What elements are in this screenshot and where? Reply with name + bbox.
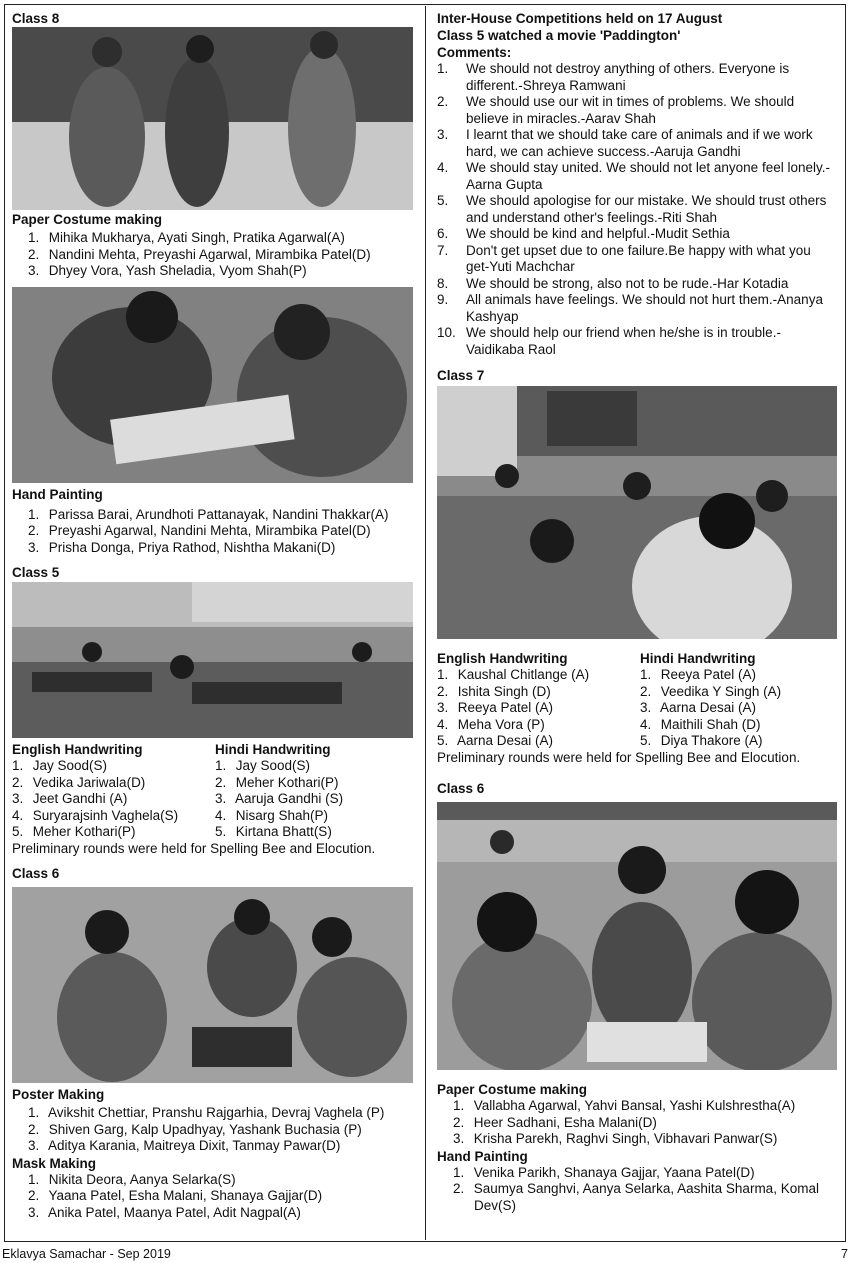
list-item: 1. Mihika Mukharya, Ayati Singh, Pratika Agarwal(A) (28, 230, 345, 245)
list-item: 3. Aaruja Gandhi (S) (215, 791, 344, 806)
list-item: 3. Reeya Patel (A) (437, 700, 554, 715)
list-item: 5. Kirtana Bhatt(S) (215, 824, 332, 839)
photo-class5-handwriting (12, 582, 413, 738)
list-item: 8. We should be strong, also not to be rude.-Har Kotadia (437, 275, 789, 291)
list-item: 2. Saumya Sanghvi, Aanya Selarka, Aashita Sharma, Komal Dev(S) (453, 1181, 819, 1213)
class6-heading: Class 6 (12, 866, 60, 881)
list-item: 6. We should be kind and helpful.-Mudit Sethia (437, 226, 730, 241)
hand-painting-list (437, 1165, 837, 1215)
list-item: 10. We should help our friend when he/she is in trouble.-Vaidikaba Raol (437, 325, 781, 357)
class5-results (12, 741, 414, 841)
paper-costume-list (437, 1098, 837, 1148)
english-handwriting-heading: English Handwriting (12, 742, 143, 757)
list-item: 2. Preyashi Agarwal, Nandini Mehta, Mirambika Patel(D) (28, 523, 371, 538)
photo-paper-costume-class8 (12, 27, 413, 210)
list-item: 1. Avikshit Chettiar, Pranshu Rajgarhia, Devraj Vaghela (P) (28, 1105, 385, 1120)
list-item: 3. Aarna Desai (A) (640, 700, 757, 715)
hindi-handwriting-list (640, 667, 837, 750)
poster-making-heading: Poster Making (12, 1087, 105, 1102)
page-footer (2, 1246, 848, 1263)
list-item: 1. Jay Sood(S) (12, 758, 108, 773)
list-item: 2. Shiven Garg, Kalp Upadhyay, Yashank Buchasia (P) (28, 1121, 362, 1137)
comments-heading: Comments: (437, 45, 512, 60)
list-item: 3. Krisha Parekh, Raghvi Singh, Vibhavari Panwar(S) (453, 1131, 778, 1146)
english-handwriting-list (12, 758, 215, 841)
comments-list (437, 61, 837, 358)
mask-making-heading: Mask Making (12, 1155, 97, 1171)
hand-painting-heading: Hand Painting (437, 1148, 528, 1164)
list-item: 3. Jeet Gandhi (A) (12, 791, 128, 806)
list-item: 1. We should not destroy anything of others. Everyone is different.-Shreya Ramwani (437, 61, 790, 93)
list-item: 2. Heer Sadhani, Esha Malani(D) (453, 1114, 657, 1130)
photo-class7-handwriting (437, 386, 837, 639)
english-handwriting-heading: English Handwriting (437, 651, 568, 666)
list-item: 4. Suryarajsinh Vaghela(S) (12, 807, 179, 823)
class7-hindi-block (640, 650, 837, 750)
english-handwriting-list (437, 667, 640, 750)
class6-heading: Class 6 (437, 781, 485, 796)
hindi-handwriting-heading: Hindi Handwriting (215, 742, 331, 757)
list-item: 7. Don't get upset due to one failure.Be happy with what you get-Yuti Machchar (437, 242, 811, 274)
list-item: 2. Nandini Mehta, Preyashi Agarwal, Mirambika Patel(D) (28, 246, 371, 262)
photo-poster-making-class6 (12, 887, 413, 1083)
competitions-heading: Inter-House Competitions held on 17 August (437, 11, 723, 26)
list-item: 2. Ishita Singh (D) (437, 683, 551, 699)
list-item: 1. Vallabha Agarwal, Yahvi Bansal, Yashi Kulshrestha(A) (453, 1098, 796, 1113)
prelim-note: Preliminary rounds were held for Spelling Bee and Elocution. (437, 749, 801, 765)
list-item: 1. Venika Parikh, Shanaya Gajjar, Yaana Patel(D) (453, 1164, 755, 1180)
prelim-note: Preliminary rounds were held for Spelling Bee and Elocution. (12, 840, 376, 856)
paper-costume-heading: Paper Costume making (12, 212, 163, 227)
right-column (437, 10, 837, 1214)
class5-hindi-block (215, 741, 413, 841)
list-item: 1. Kaushal Chitlange (A) (437, 667, 590, 682)
list-item: 3. Prisha Donga, Priya Rathod, Nishtha Makani(D) (28, 539, 336, 555)
list-item: 4. Meha Vora (P) (437, 716, 545, 732)
list-item: 2. Meher Kothari(P) (215, 774, 339, 790)
list-item: 3. Dhyey Vora, Yash Sheladia, Vyom Shah(P) (28, 263, 307, 278)
list-item: 9. All animals have feelings. We should not hurt them.-Ananya Kashyap (437, 292, 823, 324)
hand-painting-list (12, 507, 414, 557)
list-item: 2. Yaana Patel, Esha Malani, Shanaya Gajjar(D) (28, 1188, 323, 1203)
list-item: 3. Anika Patel, Maanya Patel, Adit Nagpal(A) (28, 1204, 301, 1220)
paper-costume-list (12, 230, 414, 280)
list-item: 1. Reeya Patel (A) (640, 667, 757, 682)
photo-hand-painting-class8 (12, 287, 413, 483)
class7-heading: Class 7 (437, 368, 485, 383)
list-item: 2. Vedika Jariwala(D) (12, 774, 146, 790)
mask-making-list (12, 1172, 414, 1222)
movie-heading: Class 5 watched a movie 'Paddington' (437, 28, 681, 43)
hand-painting-heading: Hand Painting (12, 486, 103, 502)
list-item: 5. Meher Kothari(P) (12, 824, 136, 839)
list-item: 4. We should stay united. We should not let anyone feel lonely.-Aarna Gupta (437, 160, 830, 192)
list-item: 3. Aditya Karania, Maitreya Dixit, Tanmay Pawar(D) (28, 1138, 341, 1153)
hindi-handwriting-list (215, 758, 413, 841)
left-column (12, 10, 414, 1221)
poster-making-list (12, 1105, 414, 1155)
list-item: 1. Parissa Barai, Arundhoti Pattanayak, Nandini Thakkar(A) (28, 506, 389, 522)
list-item: 4. Nisarg Shah(P) (215, 807, 329, 823)
list-item: 5. We should apologise for our mistake. We should trust others and understand other's feelings.-Riti Shah (437, 193, 827, 225)
list-item: 2. We should use our wit in times of problems. We should believe in miracles.-Aarav Shah (437, 94, 795, 126)
list-item: 4. Maithili Shah (D) (640, 716, 761, 732)
photo-paper-costume-class6 (437, 802, 837, 1070)
column-divider (425, 6, 426, 1240)
page-number: 7 (841, 1247, 848, 1261)
class5-heading: Class 5 (12, 565, 60, 580)
list-item: 5. Diya Thakore (A) (640, 733, 763, 748)
list-item: 1. Nikita Deora, Aanya Selarka(S) (28, 1171, 236, 1187)
publication-name: Eklavya Samachar - Sep 2019 (2, 1247, 171, 1261)
hindi-handwriting-heading: Hindi Handwriting (640, 651, 756, 666)
list-item: 1. Jay Sood(S) (215, 758, 311, 773)
class7-english-block (437, 650, 640, 750)
list-item: 3. I learnt that we should take care of animals and if we work hard, we can achieve success.-Aaruja Gandhi (437, 127, 813, 159)
list-item: 2. Veedika Y Singh (A) (640, 683, 782, 699)
class7-results (437, 650, 837, 750)
class8-heading: Class 8 (12, 11, 60, 26)
list-item: 5. Aarna Desai (A) (437, 733, 554, 748)
paper-costume-heading: Paper Costume making (437, 1082, 588, 1097)
class5-english-block (12, 741, 215, 841)
